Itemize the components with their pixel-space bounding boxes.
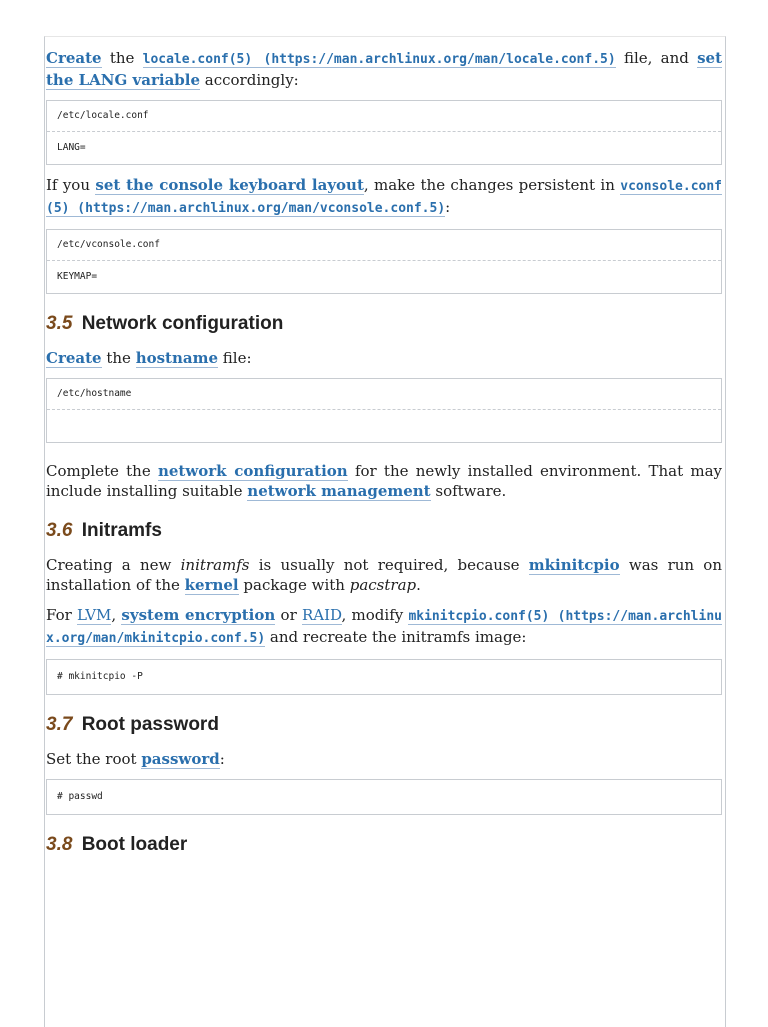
code-box-vconsole <box>46 229 722 294</box>
section-number: 3.8 <box>46 834 73 855</box>
section-title: Network configuration <box>81 313 284 334</box>
create-link[interactable]: Create <box>46 349 102 367</box>
text: was run on installation of the <box>46 556 723 594</box>
section-number: 3.7 <box>46 714 73 735</box>
section-heading-boot-loader <box>46 835 722 855</box>
vconsole-conf-man-link[interactable]: vconsole.conf(5) (https://man.archlinux.org/man/vconsole.conf.5) <box>46 179 722 216</box>
text: the <box>101 49 143 67</box>
code-box-content: LANG= <box>57 142 86 153</box>
text: , modify <box>341 606 409 624</box>
raid-link[interactable]: RAID <box>301 606 342 624</box>
text: Set the root <box>46 750 142 768</box>
password-link[interactable]: password <box>141 750 220 768</box>
section-heading-initramfs <box>46 521 722 541</box>
text: file: <box>218 349 252 367</box>
section-title: Initramfs <box>81 520 162 541</box>
code-box-filename: /etc/locale.conf <box>47 101 721 132</box>
section-title: Boot loader <box>81 834 188 855</box>
mkinitcpio-link[interactable]: mkinitcpio <box>528 556 620 574</box>
set-lang-variable-link[interactable]: set the LANG variable <box>46 49 722 89</box>
text: For <box>46 606 78 624</box>
text: Complete the <box>46 462 158 480</box>
text: If you <box>46 176 96 194</box>
paragraph-network-config <box>46 461 722 501</box>
locale-conf-man-link[interactable]: locale.conf(5) (https://man.archlinux.org/man/locale.conf.5) <box>142 52 616 67</box>
mkinitcpio-conf-man-link[interactable]: mkinitcpio.conf(5) (https://man.archlinux.org/man/mkinitcpio.conf.5) <box>46 609 722 646</box>
console-keyboard-layout-link[interactable]: set the console keyboard layout <box>95 176 364 194</box>
code-box-content: # passwd <box>57 791 103 802</box>
section-heading-network <box>46 314 722 334</box>
code-box-content: # mkinitcpio -P <box>57 671 143 682</box>
text: and recreate the initramfs image: <box>265 628 527 646</box>
paragraph-mkinitcpio-conf <box>46 605 722 649</box>
paragraph-root-password <box>46 749 722 769</box>
paragraph-vconsole <box>46 175 722 219</box>
system-encryption-link[interactable]: system encryption <box>121 606 276 624</box>
paragraph-initramfs <box>46 555 722 595</box>
text: or <box>275 606 302 624</box>
text: software. <box>430 482 507 500</box>
emphasis: pacstrap <box>349 576 417 594</box>
code-box-content: KEYMAP= <box>57 271 98 282</box>
section-number: 3.5 <box>46 313 73 334</box>
section-heading-root-password <box>46 715 722 735</box>
network-configuration-link[interactable]: network configuration <box>157 462 348 480</box>
code-box-passwd <box>46 779 722 815</box>
article-content <box>46 48 722 869</box>
text: Creating a new <box>46 556 181 574</box>
section-number: 3.6 <box>46 520 73 541</box>
text: , <box>111 606 122 624</box>
text: for the newly installed environment. That may include installing suitable <box>46 462 722 500</box>
paragraph-locale <box>46 48 722 90</box>
text: the <box>101 349 136 367</box>
emphasis: initramfs <box>180 556 250 574</box>
paragraph-hostname <box>46 348 722 368</box>
text: file, and <box>615 49 698 67</box>
text: : <box>219 750 225 768</box>
code-box-hostname <box>46 378 722 443</box>
text: , make the changes persistent in <box>363 176 621 194</box>
text: . <box>416 576 421 594</box>
hostname-link[interactable]: hostname <box>135 349 219 367</box>
code-box-locale <box>46 100 722 165</box>
code-box-filename: /etc/hostname <box>47 379 721 410</box>
lvm-link[interactable]: LVM <box>77 606 112 624</box>
section-title: Root password <box>81 714 219 735</box>
code-box-filename: /etc/vconsole.conf <box>47 230 721 261</box>
code-box-mkinitcpio <box>46 659 722 695</box>
code-box-content <box>47 410 721 442</box>
text: : <box>445 198 451 216</box>
network-management-link[interactable]: network management <box>247 482 431 500</box>
text: package with <box>238 576 350 594</box>
text: accordingly: <box>200 71 299 89</box>
text: is usually not required, because <box>249 556 529 574</box>
create-link[interactable]: Create <box>46 49 102 67</box>
kernel-link[interactable]: kernel <box>184 576 239 594</box>
